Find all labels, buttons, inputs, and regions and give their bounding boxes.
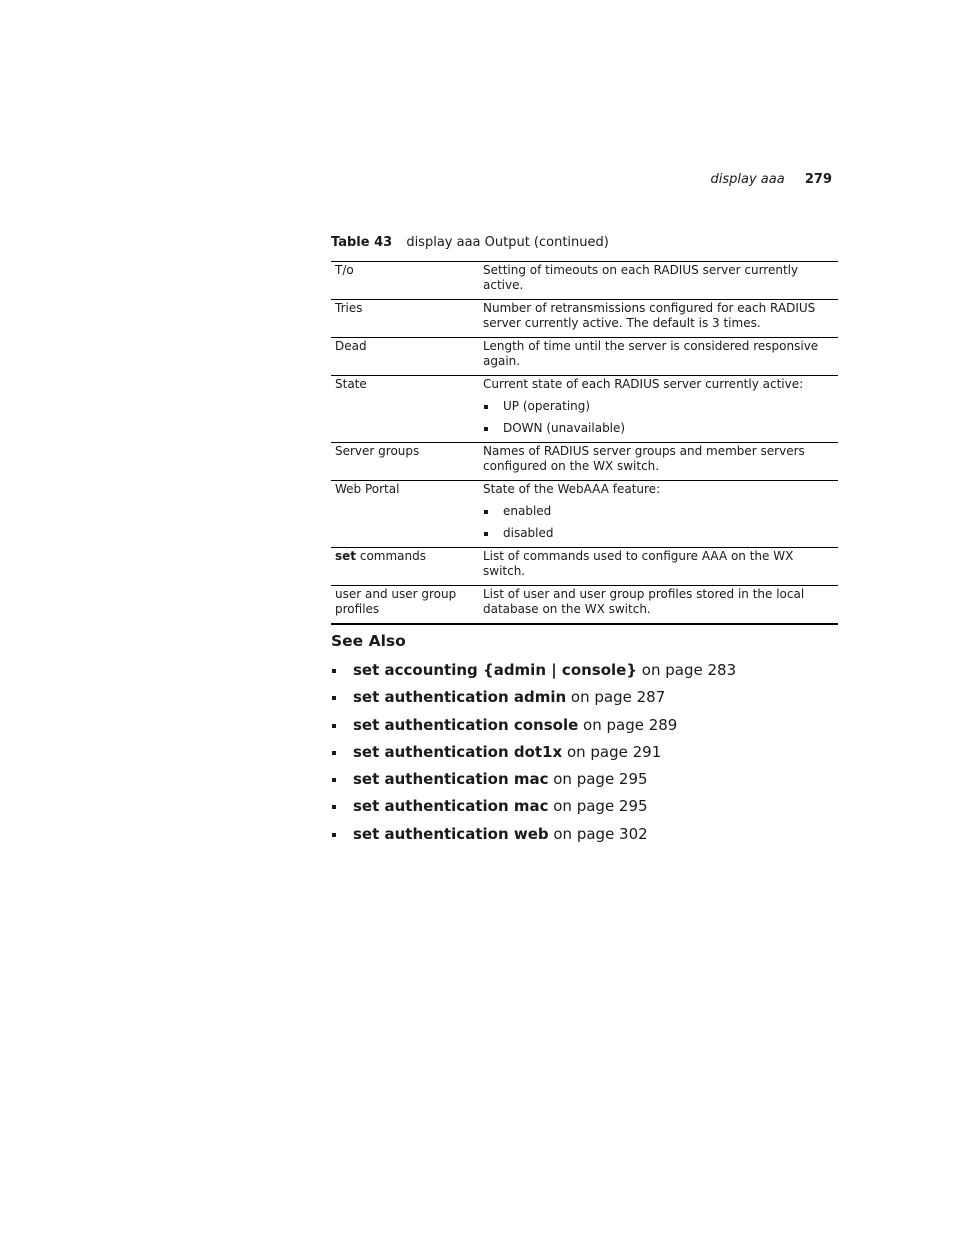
row-description: Setting of timeouts on each RADIUS server currently active. (479, 262, 838, 300)
command-name: set authentication mac (353, 797, 549, 816)
page-reference: on page 291 (562, 742, 662, 761)
see-also-link[interactable] (331, 715, 736, 742)
see-also-link[interactable] (331, 769, 736, 796)
see-also-link[interactable] (331, 742, 736, 769)
row-description: State of the WebAAA feature: (483, 482, 661, 496)
row-term: Web Portal (331, 481, 479, 548)
row-term: Dead (331, 338, 479, 376)
command-name: set accounting {admin | console} (353, 661, 638, 679)
see-also-link[interactable] (331, 660, 736, 687)
row-description-cell (479, 376, 838, 443)
page-number: 279 (804, 172, 832, 187)
sub-bullet-item: UP (operating) (483, 399, 834, 414)
row-term: T/o (331, 262, 479, 300)
row-description: List of user and user group profiles stored in the local database on the WX switch. (479, 586, 838, 625)
see-also-heading: See Also (331, 632, 406, 650)
command-name: set authentication dot1x (353, 742, 563, 761)
page-reference: on page 287 (566, 688, 666, 707)
row-description: Names of RADIUS server groups and member servers configured on the WX switch. (479, 443, 838, 481)
row-term: Tries (331, 300, 479, 338)
table-number: Table 43 (331, 235, 393, 250)
sub-bullet-item: DOWN (unavailable) (483, 421, 834, 436)
row-description: Length of time until the server is considered responsive again. (479, 338, 838, 376)
table-row (331, 338, 838, 376)
command-name: set authentication web (353, 824, 549, 843)
page-reference: on page 302 (548, 824, 648, 843)
sub-bullet-item: enabled (483, 504, 834, 519)
command-name: set authentication mac (353, 770, 549, 789)
see-also-link[interactable] (331, 687, 736, 714)
table-row (331, 443, 838, 481)
see-also-link[interactable] (331, 824, 736, 851)
row-term: Server groups (331, 443, 479, 481)
row-term-rest: commands (356, 549, 426, 563)
running-header (600, 172, 832, 187)
command-name: set authentication console (353, 715, 579, 734)
page-reference: on page 283 (637, 661, 737, 679)
row-description-cell (479, 481, 838, 548)
row-term: State (331, 376, 479, 443)
row-description: Number of retransmissions configured for each RADIUS server currently active. The default is 3 times. (479, 300, 838, 338)
table-row (331, 548, 838, 586)
see-also-link[interactable] (331, 796, 736, 823)
row-description: List of commands used to configure AAA on the WX switch. (479, 548, 838, 586)
row-term: user and user group profiles (331, 586, 479, 625)
output-table (331, 261, 838, 625)
command-name: set authentication admin (353, 688, 567, 707)
table-caption (331, 235, 609, 250)
table-row (331, 300, 838, 338)
table-title: display aaa Output (continued) (406, 235, 609, 250)
see-also-list (331, 660, 736, 851)
row-term-keyword: set (335, 549, 357, 563)
table-row (331, 262, 838, 300)
row-term (331, 548, 479, 586)
page-reference: on page 295 (548, 797, 648, 816)
page-reference: on page 289 (578, 715, 678, 734)
see-also-section (331, 632, 736, 851)
row-description: Current state of each RADIUS server currently active: (483, 377, 804, 391)
table-row (331, 586, 838, 625)
table-row (331, 481, 838, 548)
page-reference: on page 295 (548, 770, 648, 789)
table-row (331, 376, 838, 443)
header-section-title: display aaa (710, 172, 785, 187)
sub-bullet-item: disabled (483, 526, 834, 541)
